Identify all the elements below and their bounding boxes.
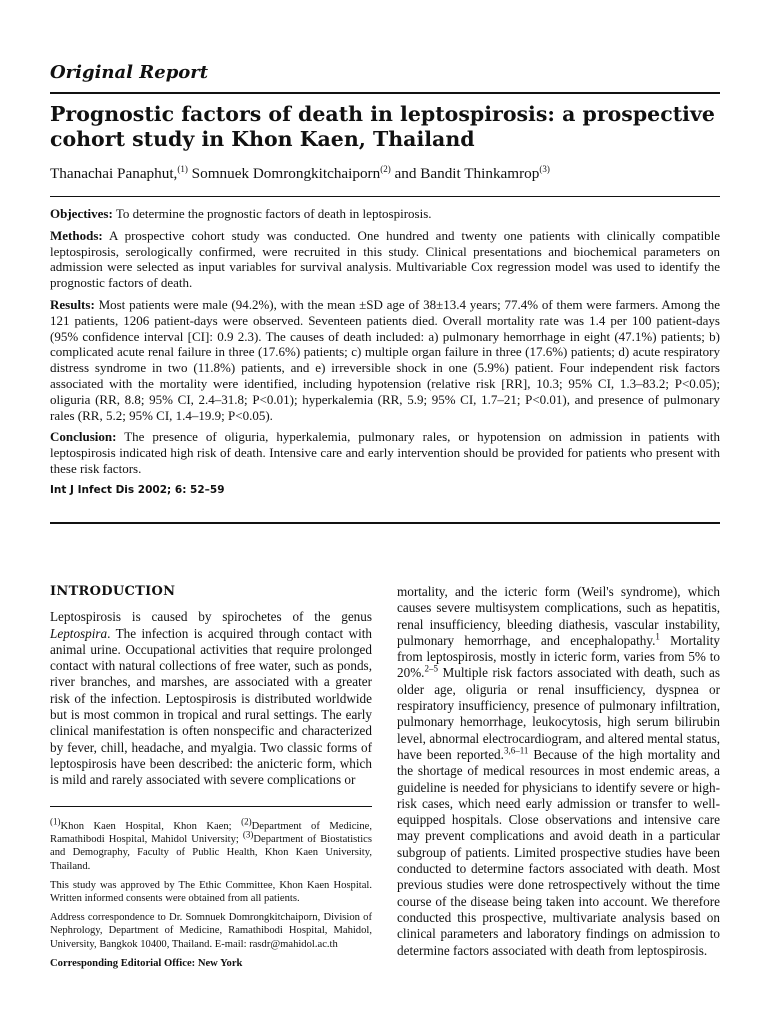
conclusion-text: The presence of oliguria, hyperkalemia, pulmonary rales, or hypotension on admission in patients with leptospirosis indicated high risk of death. Intensive care and early intervention should be provided for patients who present with these risk factors. bbox=[50, 429, 720, 476]
abstract bbox=[50, 206, 720, 499]
footnote-mark: (2) bbox=[241, 816, 252, 827]
methods-label: Methods: bbox=[50, 227, 103, 243]
affiliation-text: Khon Kaen Hospital, Khon Kaen; bbox=[60, 821, 242, 832]
author-list bbox=[50, 165, 550, 183]
footnote-mark: (1) bbox=[50, 816, 61, 827]
results-text: Most patients were male (94.2%), with the mean ±SD age of 38±13.4 years; 77.4% of them were farmers. Among the 121 patients, 1206 patient-days were observed. Seventeen patients died. Overall mortality rate was 1.4 per 100 patient-days (95% confidence interval [CI]: 0.9 2.3). The causes of death included: a) pulmonary hemorrhage in eight (47.1%) patients; b) complicated acute renal failure in three (17.6%) patients; c) multiple organ failure in three (17.6%) patients; d) acute respiratory distress syndrome in two (11.8%) patients, and e) irreversible shock in one (5.9%) patient. Four independent risk factors associated with the mortality were identified, including hypotension (relative risk [RR], 10.3; 95% CI, 1.3–83.2; P<0.05); oliguria (RR, 8.8; 95% CI, 2.4–31.8; P<0.01); hyperkalemia (RR, 5.9; 95% CI, 1.7–21; P<0.01), and presence of pulmonary rales (RR, 5.2; 95% CI, 1.4–19.9; P<0.05). bbox=[50, 296, 720, 423]
abstract-conclusion bbox=[50, 429, 720, 476]
intro-text: . The infection is acquired through contact with animal urine. Occupational activities that require prolonged contact with natural collections of free water, such as ponds, river branches, and marshes, are associated with a greater risk of the infection. Leptospirosis is distributed worldwide but is most common in tropical and rural settings. The early clinical manifestation is often nonspecific and characterized by fever, chill, headache, and myalgia. Two classic forms of leptospirosis have been described: the anicteric form, which is mild and rarely associated with severe complications or bbox=[50, 625, 372, 788]
intro-paragraph-right bbox=[397, 584, 720, 959]
right-column bbox=[397, 584, 720, 959]
reference-mark: 2–5 bbox=[424, 664, 438, 675]
header-rule bbox=[50, 92, 720, 94]
author-affiliation-mark: (1) bbox=[177, 163, 188, 174]
conclusion-label: Conclusion: bbox=[50, 429, 117, 445]
section-label: Original Report bbox=[50, 62, 209, 83]
author-affiliation-mark: (3) bbox=[539, 163, 550, 174]
intro-heading: INTRODUCTION bbox=[50, 584, 176, 599]
author-name: Thanachai Panaphut, bbox=[50, 165, 178, 182]
abstract-methods bbox=[50, 228, 720, 291]
methods-text: A prospective cohort study was conducted. One hundred and twenty one patients with clinically compatible leptospirosis, serologically confirmed, were recruited in this study. Clinical presentations and biochemical parameters on admission were selected as input variables for survival analysis. Multivariable Cox regression model was used to identify the prognostic factors of death. bbox=[50, 227, 720, 291]
footnotes bbox=[50, 806, 372, 970]
abstract-results bbox=[50, 297, 720, 423]
author-name: Bandit Thinkamrop bbox=[420, 165, 540, 182]
results-label: Results: bbox=[50, 296, 95, 312]
abstract-bottom-rule bbox=[50, 522, 720, 524]
intro-text: Multiple risk factors associated with death, such as older age, oliguria or renal insufficiency, dyspnea or respiratory insufficiency, presence of pulmonary infiltration, pulmonary hemorrhage, leukocytosis, high serum bilirubin level, abnormal electrocardiogram, and altered mental status, have been reported. bbox=[397, 665, 720, 762]
reference-mark: 3,6–11 bbox=[503, 745, 529, 756]
objectives-text: To determine the prognostic factors of death in leptospirosis. bbox=[115, 206, 432, 221]
author-name: Somnuek Domrongkitchaiporn bbox=[191, 165, 381, 182]
article-title: Prognostic factors of death in leptospirosis: a prospective cohort study in Khon Kaen, Thailand bbox=[50, 102, 715, 151]
abstract-top-rule bbox=[50, 196, 720, 197]
left-column bbox=[50, 584, 372, 789]
editorial-office: Corresponding Editorial Office: New York bbox=[50, 957, 243, 969]
objectives-label: Objectives: bbox=[50, 206, 113, 221]
intro-text: Mortality from leptospirosis, mostly in icteric form, varies from 5% to 20%. bbox=[397, 632, 720, 681]
intro-text: mortality, and the icteric form (Weil's syndrome), which causes severe multisystem complications, such as hepatitis, renal insufficiency, bleeding diathesis, vascular instability, pulmonary hemorrhage, and encephalopathy. bbox=[397, 584, 720, 648]
intro-text: Because of the high mortality and the shortage of medical resources in most endemic areas, a guideline is needed for physicians to identify severe or high-risk cases, which need early admission or transfer to well-equipped hospitals. Close observations and intensive care may prevent complications and avoid death in a particular subgroup of patients. Limited prospective studies have been conducted to determine factors associated with death. Most previous studies were done retrospectively without the time course of the disease being taken into account. We therefore conducted this prospective, multivariate analysis based on clinical parameters and laboratory findings on admission to determine factors associated with death from leptospirosis. bbox=[397, 746, 720, 958]
intro-paragraph-left bbox=[50, 609, 372, 788]
journal-citation: Int J Infect Dis 2002; 6: 52–59 bbox=[50, 483, 225, 496]
ethics-footnote: This study was approved by The Ethic Committee, Khon Kaen Hospital. Written informed consents were obtained from all patients. bbox=[50, 879, 372, 905]
correspondence-footnote: Address correspondence to Dr. Somnuek Domrongkitchaiporn, Division of Nephrology, Department of Medicine, Ramathibodi Hospital, Mahidol, University, Bangkok 10400, Thailand. E-mail: rasdr@mahidol.ac.th bbox=[50, 912, 372, 950]
intro-text: Leptospirosis is caused by spirochetes of the genus bbox=[50, 609, 372, 625]
affiliations-footnote bbox=[50, 806, 372, 873]
footnote-mark: (3) bbox=[242, 829, 254, 840]
affiliation-text: Department of Medicine, Ramathibodi Hospital, Mahidol University; bbox=[50, 821, 372, 846]
author-conjunction: and bbox=[394, 165, 417, 182]
genus-name: Leptospira bbox=[50, 625, 108, 641]
abstract-objectives bbox=[50, 206, 720, 222]
affiliation-text: Department of Biostatistics and Demography, Faculty of Public Health, Khon Kaen University, Thailand. bbox=[50, 834, 373, 872]
reference-mark: 1 bbox=[655, 631, 660, 642]
author-affiliation-mark: (2) bbox=[380, 163, 391, 174]
